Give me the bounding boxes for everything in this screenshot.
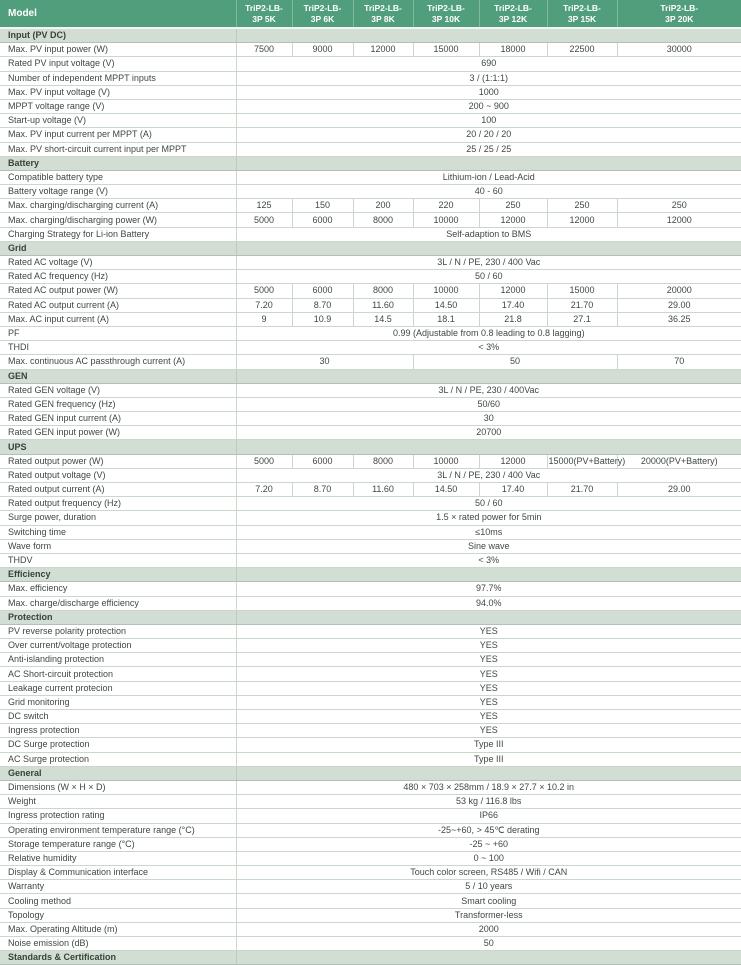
- spec-value-cell: 11.60: [353, 483, 413, 497]
- spec-value-cell: 3 / (1:1:1): [236, 71, 741, 85]
- spec-row-label: Display & Communication interface: [0, 866, 236, 880]
- model-header-5: [479, 0, 547, 28]
- spec-row: [0, 795, 741, 809]
- spec-row-label: Anti-islanding protection: [0, 653, 236, 667]
- spec-value-cell: 14.50: [413, 298, 479, 312]
- model-column-header: Model: [0, 0, 236, 28]
- spec-value-cell: 36.25: [617, 312, 741, 326]
- spec-value-cell: 10000: [413, 454, 479, 468]
- spec-row: [0, 426, 741, 440]
- spec-value-cell: 10.9: [292, 312, 353, 326]
- spec-value-cell: 15000: [547, 284, 617, 298]
- spec-value-cell: 53 kg / 116.8 lbs: [236, 795, 741, 809]
- spec-row-label: THDI: [0, 341, 236, 355]
- spec-row: [0, 525, 741, 539]
- spec-value-cell: 20 / 20 / 20: [236, 128, 741, 142]
- spec-row-label: Topology: [0, 908, 236, 922]
- spec-value-cell: Smart cooling: [236, 894, 741, 908]
- spec-row-label: Max. PV input power (W): [0, 43, 236, 57]
- section-title: Protection: [0, 610, 236, 624]
- spec-row-label: Rated GEN input power (W): [0, 426, 236, 440]
- model-name-line: 3P 5K: [252, 13, 276, 24]
- spec-value-cell: 21.70: [547, 483, 617, 497]
- spec-row: [0, 894, 741, 908]
- spec-value-cell: Touch color screen, RS485 / Wifi / CAN: [236, 866, 741, 880]
- spec-row: [0, 866, 741, 880]
- spec-value-cell: 29.00: [617, 298, 741, 312]
- spec-row: [0, 738, 741, 752]
- spec-value-cell: 15000(PV+Battery): [547, 454, 617, 468]
- spec-row-label: Rated AC output power (W): [0, 284, 236, 298]
- spec-value-cell: 18000: [479, 43, 547, 57]
- model-name-line: 3P 6K: [310, 13, 335, 24]
- spec-value-cell: 220: [413, 199, 479, 213]
- section-row: [0, 28, 741, 43]
- spec-row-label: AC Surge protection: [0, 752, 236, 766]
- spec-value-cell: 3L / N / PE, 230 / 400 Vac: [236, 468, 741, 482]
- spec-row: [0, 256, 741, 270]
- spec-value-cell: 50/60: [236, 397, 741, 411]
- spec-row: [0, 710, 741, 724]
- spec-value-cell: YES: [236, 710, 741, 724]
- spec-row-label: Max. charge/discharge efficiency: [0, 596, 236, 610]
- spec-row-label: Compatible battery type: [0, 170, 236, 184]
- spec-value-cell: 5000: [236, 213, 292, 227]
- spec-value-cell: 8000: [353, 284, 413, 298]
- spec-row-label: Number of independent MPPT inputs: [0, 71, 236, 85]
- spec-row: [0, 639, 741, 653]
- spec-value-cell: 25 / 25 / 25: [236, 142, 741, 156]
- section-row: [0, 440, 741, 454]
- spec-row: [0, 99, 741, 113]
- spec-value-cell: 50 / 60: [236, 270, 741, 284]
- spec-value-cell: 10000: [413, 213, 479, 227]
- spec-value-cell: 17.40: [479, 483, 547, 497]
- spec-value-cell: 125: [236, 199, 292, 213]
- spec-row: [0, 809, 741, 823]
- spec-value-cell: 6000: [292, 213, 353, 227]
- section-title-spacer: [236, 951, 741, 965]
- spec-row-label: Over current/voltage protection: [0, 639, 236, 653]
- spec-row: [0, 412, 741, 426]
- spec-value-cell: 14.5: [353, 312, 413, 326]
- spec-row: [0, 624, 741, 638]
- spec-row: [0, 312, 741, 326]
- spec-row: [0, 454, 741, 468]
- section-title-spacer: [236, 610, 741, 624]
- spec-value-cell: 5000: [236, 284, 292, 298]
- section-title-spacer: [236, 369, 741, 383]
- section-title-spacer: [236, 28, 741, 43]
- model-header-row: [0, 0, 741, 28]
- spec-value-cell: 3L / N / PE, 230 / 400Vac: [236, 383, 741, 397]
- spec-value-cell: 12000: [353, 43, 413, 57]
- spec-value-cell: 2000: [236, 922, 741, 936]
- spec-row: [0, 582, 741, 596]
- spec-row-label: Rated AC output current (A): [0, 298, 236, 312]
- model-header-3: [353, 0, 413, 28]
- spec-row: [0, 341, 741, 355]
- spec-row: [0, 185, 741, 199]
- spec-value-cell: 3L / N / PE, 230 / 400 Vac: [236, 256, 741, 270]
- spec-row-label: Rated PV input voltage (V): [0, 57, 236, 71]
- spec-row-label: Ingress protection rating: [0, 809, 236, 823]
- spec-value-cell: ≤10ms: [236, 525, 741, 539]
- spec-row-label: Relative humidity: [0, 851, 236, 865]
- spec-row-label: Noise emission (dB): [0, 937, 236, 951]
- spec-value-cell: 150: [292, 199, 353, 213]
- model-name-line: TriP2-LB-: [364, 3, 402, 14]
- spec-row: [0, 780, 741, 794]
- spec-row: [0, 397, 741, 411]
- spec-row: [0, 823, 741, 837]
- section-row: [0, 951, 741, 965]
- spec-row-label: Max. Operating Altitude (m): [0, 922, 236, 936]
- spec-row-label: Storage temperature range (°C): [0, 837, 236, 851]
- spec-row-label: Rated GEN input current (A): [0, 412, 236, 426]
- spec-row: [0, 71, 741, 85]
- section-row: [0, 766, 741, 780]
- spec-value-cell: 480 × 703 × 258mm / 18.9 × 27.7 × 10.2 in: [236, 780, 741, 794]
- spec-row: [0, 837, 741, 851]
- spec-row-label: AC Short-circuit protection: [0, 667, 236, 681]
- spec-row: [0, 43, 741, 57]
- model-name-line: TriP2-LB-: [303, 3, 342, 14]
- spec-value-cell: < 3%: [236, 553, 741, 567]
- spec-value-cell: 6000: [292, 284, 353, 298]
- spec-value-cell: Type III: [236, 738, 741, 752]
- spec-row-label: Operating environment temperature range (°C): [0, 823, 236, 837]
- spec-row-label: Rated AC voltage (V): [0, 256, 236, 270]
- section-title-spacer: [236, 440, 741, 454]
- spec-row: [0, 142, 741, 156]
- spec-row: [0, 199, 741, 213]
- spec-row: [0, 539, 741, 553]
- section-row: [0, 241, 741, 255]
- spec-value-cell: 7500: [236, 43, 292, 57]
- spec-value-cell: Sine wave: [236, 539, 741, 553]
- spec-value-cell: 30: [236, 412, 741, 426]
- spec-value-cell: 8000: [353, 213, 413, 227]
- model-name-line: 3P 12K: [498, 13, 528, 24]
- spec-value-cell: 20000(PV+Battery): [617, 454, 741, 468]
- spec-value-cell: 20700: [236, 426, 741, 440]
- spec-value-cell: 12000: [547, 213, 617, 227]
- spec-value-cell: 0.99 (Adjustable from 0.8 leading to 0.8 lagging): [236, 326, 741, 340]
- section-title-spacer: [236, 156, 741, 170]
- section-title: UPS: [0, 440, 236, 454]
- spec-row: [0, 752, 741, 766]
- spec-value-cell: 97.7%: [236, 582, 741, 596]
- spec-value-cell: 8000: [353, 454, 413, 468]
- spec-value-cell: 250: [479, 199, 547, 213]
- spec-value-cell: YES: [236, 724, 741, 738]
- section-title: GEN: [0, 369, 236, 383]
- spec-row: [0, 724, 741, 738]
- spec-value-cell: 1.5 × rated power for 5min: [236, 511, 741, 525]
- spec-value-cell: 250: [617, 199, 741, 213]
- spec-row-label: Max. charging/discharging power (W): [0, 213, 236, 227]
- spec-value-cell: 9: [236, 312, 292, 326]
- spec-row: [0, 270, 741, 284]
- spec-row-label: Max. continuous AC passthrough current (A): [0, 355, 236, 369]
- spec-row-label: DC switch: [0, 710, 236, 724]
- spec-value-cell: 8.70: [292, 298, 353, 312]
- model-name-line: TriP2-LB-: [245, 3, 283, 14]
- spec-row-label: Warranty: [0, 880, 236, 894]
- section-title: Input (PV DC): [0, 28, 236, 43]
- spec-value-cell: YES: [236, 695, 741, 709]
- spec-row-label: Max. PV short-circuit current input per MPPT: [0, 142, 236, 156]
- spec-value-cell: 50 / 60: [236, 497, 741, 511]
- spec-value-cell: 22500: [547, 43, 617, 57]
- spec-row-label: Wave form: [0, 539, 236, 553]
- spec-row: [0, 128, 741, 142]
- spec-value-cell: 50: [413, 355, 617, 369]
- spec-row-label: Leakage current protecion: [0, 681, 236, 695]
- spec-value-cell: 17.40: [479, 298, 547, 312]
- spec-value-cell: 5000: [236, 454, 292, 468]
- spec-value-cell: 29.00: [617, 483, 741, 497]
- spec-row: [0, 922, 741, 936]
- spec-row-label: PV reverse polarity protection: [0, 624, 236, 638]
- spec-row: [0, 213, 741, 227]
- spec-value-cell: 27.1: [547, 312, 617, 326]
- spec-value-cell: 200 ~ 900: [236, 99, 741, 113]
- spec-row-label: Max. charging/discharging current (A): [0, 199, 236, 213]
- spec-value-cell: -25~+60, > 45℃ derating: [236, 823, 741, 837]
- spec-row: [0, 653, 741, 667]
- spec-row-label: Max. PV input current per MPPT (A): [0, 128, 236, 142]
- spec-row-label: Rated output frequency (Hz): [0, 497, 236, 511]
- spec-row-label: Dimensions (W × H × D): [0, 780, 236, 794]
- spec-row: [0, 170, 741, 184]
- section-row: [0, 610, 741, 624]
- spec-row: [0, 284, 741, 298]
- spec-row-label: Rated output voltage (V): [0, 468, 236, 482]
- spec-row-label: Grid monitoring: [0, 695, 236, 709]
- spec-row: [0, 483, 741, 497]
- spec-value-cell: 30: [236, 355, 413, 369]
- model-name-line: TriP2-LB-: [427, 3, 465, 14]
- spec-value-cell: YES: [236, 667, 741, 681]
- spec-value-cell: 250: [547, 199, 617, 213]
- spec-value-cell: YES: [236, 624, 741, 638]
- spec-row: [0, 880, 741, 894]
- spec-row-label: Rated output current (A): [0, 483, 236, 497]
- spec-row: [0, 355, 741, 369]
- spec-row-label: THDV: [0, 553, 236, 567]
- spec-value-cell: 1000: [236, 85, 741, 99]
- spec-row-label: Max. PV input voltage (V): [0, 85, 236, 99]
- spec-row: [0, 596, 741, 610]
- spec-value-cell: 690: [236, 57, 741, 71]
- spec-row: [0, 57, 741, 71]
- spec-row-label: PF: [0, 326, 236, 340]
- model-name-line: 3P 15K: [567, 13, 597, 24]
- spec-row-label: MPPT voltage range (V): [0, 99, 236, 113]
- spec-row: [0, 553, 741, 567]
- spec-row: [0, 937, 741, 951]
- spec-value-cell: YES: [236, 681, 741, 695]
- spec-table-header: [0, 0, 741, 28]
- spec-row: [0, 681, 741, 695]
- model-header-6: [547, 0, 617, 28]
- spec-row-label: Rated GEN voltage (V): [0, 383, 236, 397]
- model-header-2: [292, 0, 353, 28]
- spec-row: [0, 326, 741, 340]
- spec-value-cell: YES: [236, 639, 741, 653]
- spec-row-label: Rated output power (W): [0, 454, 236, 468]
- model-header-1: [236, 0, 292, 28]
- spec-value-cell: 40 - 60: [236, 185, 741, 199]
- spec-value-cell: 12000: [479, 213, 547, 227]
- spec-value-cell: 6000: [292, 454, 353, 468]
- section-title: General: [0, 766, 236, 780]
- section-title: Battery: [0, 156, 236, 170]
- spec-value-cell: 18.1: [413, 312, 479, 326]
- spec-row: [0, 908, 741, 922]
- spec-table-body: [0, 28, 741, 965]
- spec-value-cell: 70: [617, 355, 741, 369]
- spec-value-cell: 100: [236, 114, 741, 128]
- spec-value-cell: 30000: [617, 43, 741, 57]
- section-title-spacer: [236, 766, 741, 780]
- spec-value-cell: 14.50: [413, 483, 479, 497]
- section-title-spacer: [236, 241, 741, 255]
- model-header-7: [617, 0, 741, 28]
- spec-value-cell: 21.70: [547, 298, 617, 312]
- spec-row: [0, 851, 741, 865]
- spec-row-label: Cooling method: [0, 894, 236, 908]
- spec-value-cell: 5 / 10 years: [236, 880, 741, 894]
- spec-row: [0, 497, 741, 511]
- section-row: [0, 156, 741, 170]
- spec-value-cell: Type III: [236, 752, 741, 766]
- spec-row: [0, 227, 741, 241]
- spec-value-cell: YES: [236, 653, 741, 667]
- spec-row: [0, 695, 741, 709]
- spec-row-label: Weight: [0, 795, 236, 809]
- spec-row-label: Ingress protection: [0, 724, 236, 738]
- section-title: Grid: [0, 241, 236, 255]
- section-title: Standards & Certification: [0, 951, 236, 965]
- spec-row-label: Max. AC input current (A): [0, 312, 236, 326]
- spec-row-label: DC Surge protection: [0, 738, 236, 752]
- spec-row-label: Battery voltage range (V): [0, 185, 236, 199]
- section-row: [0, 369, 741, 383]
- spec-value-cell: 50: [236, 937, 741, 951]
- spec-value-cell: 11.60: [353, 298, 413, 312]
- spec-row: [0, 511, 741, 525]
- spec-value-cell: 12000: [479, 284, 547, 298]
- spec-row: [0, 298, 741, 312]
- spec-row-label: Surge power, duration: [0, 511, 236, 525]
- spec-value-cell: IP66: [236, 809, 741, 823]
- spec-value-cell: 9000: [292, 43, 353, 57]
- spec-row: [0, 667, 741, 681]
- spec-value-cell: Lithium-ion / Lead-Acid: [236, 170, 741, 184]
- spec-value-cell: Transformer-less: [236, 908, 741, 922]
- spec-value-cell: 8.70: [292, 483, 353, 497]
- spec-value-cell: -25 ~ +60: [236, 837, 741, 851]
- model-name-line: 3P 20K: [665, 13, 694, 24]
- spec-value-cell: 7.20: [236, 483, 292, 497]
- spec-value-cell: 21.8: [479, 312, 547, 326]
- spec-row-label: Rated AC frequency (Hz): [0, 270, 236, 284]
- spec-row: [0, 114, 741, 128]
- spec-row-label: Start-up voltage (V): [0, 114, 236, 128]
- section-row: [0, 568, 741, 582]
- model-name-line: 3P 8K: [371, 13, 395, 24]
- spec-row-label: Charging Strategy for Li-ion Battery: [0, 227, 236, 241]
- section-title: Efficiency: [0, 568, 236, 582]
- model-name-line: TriP2-LB-: [563, 3, 601, 14]
- model-name-line: TriP2-LB-: [494, 3, 532, 14]
- spec-row-label: Max. efficiency: [0, 582, 236, 596]
- model-header-4: [413, 0, 479, 28]
- spec-value-cell: 7.20: [236, 298, 292, 312]
- spec-value-cell: 12000: [617, 213, 741, 227]
- spec-value-cell: 200: [353, 199, 413, 213]
- spec-value-cell: 94.0%: [236, 596, 741, 610]
- spec-value-cell: Self-adaption to BMS: [236, 227, 741, 241]
- spec-row-label: Switching time: [0, 525, 236, 539]
- section-title-spacer: [236, 568, 741, 582]
- spec-row-label: Rated GEN frequency (Hz): [0, 397, 236, 411]
- spec-value-cell: < 3%: [236, 341, 741, 355]
- model-name-line: 3P 10K: [431, 13, 461, 24]
- spec-value-cell: 10000: [413, 284, 479, 298]
- spec-value-cell: 15000: [413, 43, 479, 57]
- spec-value-cell: 12000: [479, 454, 547, 468]
- model-name-line: TriP2-LB-: [660, 3, 699, 14]
- spec-row: [0, 383, 741, 397]
- spec-row: [0, 468, 741, 482]
- spec-value-cell: 20000: [617, 284, 741, 298]
- spec-value-cell: 0 ~ 100: [236, 851, 741, 865]
- spec-row: [0, 85, 741, 99]
